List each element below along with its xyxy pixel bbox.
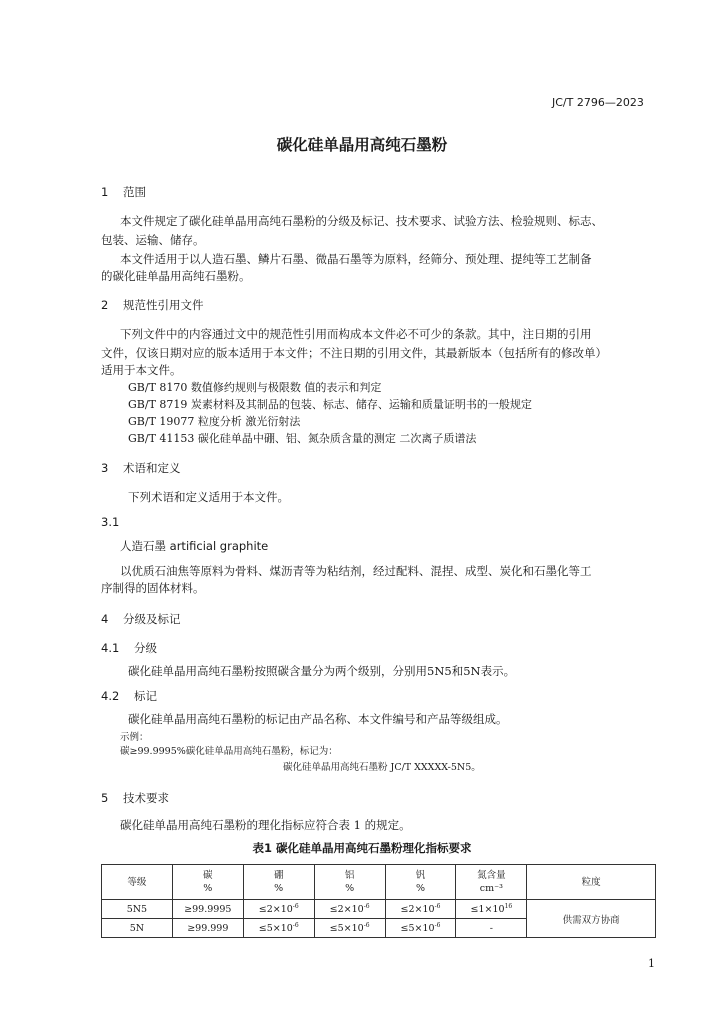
subsection-title: 标记 [134, 689, 157, 703]
section-1-heading [101, 184, 146, 200]
paragraph-line: 本文件适用于以人造石墨、鳞片石墨、微晶石墨等为原料，经筛分、预处理、提纯等工艺制备 [120, 252, 592, 266]
section-title: 规范性引用文件 [123, 298, 204, 312]
section-title: 分级及标记 [123, 612, 181, 626]
header-cell-carbon: 碳 % [172, 865, 243, 900]
section-number: 3 [101, 461, 109, 475]
header-cell-vanadium: 钒 % [385, 865, 456, 900]
paragraph-line: 碳化硅单晶用高纯石墨粉的理化指标应符合表 1 的规定。 [120, 818, 411, 832]
cell-grade: 5N [102, 919, 173, 938]
subsection-title: 分级 [134, 641, 157, 655]
cell-particle-size: 供需双方协商 [527, 900, 656, 938]
section-number: 5 [101, 791, 109, 805]
section-3-heading [101, 460, 181, 476]
section-4-heading [101, 611, 181, 627]
paragraph-line: 下列文件中的内容通过文中的规范性引用而构成本文件必不可少的条款。其中，注日期的引用 [120, 327, 592, 341]
header-cell-nitrogen: 氮含量 cm⁻³ [456, 865, 527, 900]
paragraph-line: 碳化硅单晶用高纯石墨粉按照碳含量分为两个级别，分别用5N5和5N表示。 [128, 664, 516, 678]
example-text: 碳化硅单晶用高纯石墨粉 JC/T XXXXX-5N5。 [283, 762, 481, 773]
paragraph-line: 包装、运输、储存。 [101, 233, 205, 247]
section-number: 2 [101, 298, 109, 312]
header-cell-boron: 硼 % [243, 865, 314, 900]
header-cell-grade: 等级 [102, 865, 173, 900]
paragraph-line: 序制得的固体材料。 [101, 581, 205, 595]
cell-boron: $\le 2\times 10^{-6}$ [243, 900, 314, 919]
table-caption: 表1 碳化硅单晶用高纯石墨粉理化指标要求 [252, 841, 472, 855]
example-text: 碳≥99.9995%碳化硅单晶用高纯石墨粉，标记为： [120, 746, 338, 757]
paragraph-line: 以优质石油焦等原料为骨料、煤沥青等为粘结剂，经过配料、混捏、成型、炭化和石墨化等工 [120, 564, 592, 578]
cell-boron: $\le 5\times 10^{-6}$ [243, 919, 314, 938]
subsection-4-1-heading [101, 640, 157, 656]
cell-nitrogen: $\le 1\times 10^{16}$ [456, 900, 527, 919]
subsection-4-2-heading [101, 688, 157, 704]
paragraph-line: 碳化硅单晶用高纯石墨粉的标记由产品名称、本文件编号和产品等级组成。 [128, 712, 508, 726]
header-cell-aluminum: 铝 % [314, 865, 385, 900]
paragraph-line: 适用于本文件。 [101, 363, 182, 377]
section-number: 1 [101, 185, 109, 199]
section-title: 技术要求 [123, 791, 169, 805]
table-header-row [102, 865, 656, 900]
cell-vanadium: $\le 5\times 10^{-6}$ [385, 919, 456, 938]
cell-carbon: ≥99.9995 [172, 900, 243, 919]
cell-vanadium: $\le 2\times 10^{-6}$ [385, 900, 456, 919]
paragraph-line: 的碳化硅单晶用高纯石墨粉。 [101, 269, 251, 283]
cell-aluminum: $\le 5\times 10^{-6}$ [314, 919, 385, 938]
reference-item: GB/T 8170 数值修约规则与极限数 值的表示和判定 [128, 381, 382, 394]
reference-item: GB/T 41153 碳化硅单晶中硼、铝、氮杂质含量的测定 二次离子质谱法 [128, 432, 477, 445]
reference-item: GB/T 19077 粒度分析 激光衍射法 [128, 415, 301, 428]
standard-number: JC/T 2796—2023 [552, 96, 644, 109]
spec-table [101, 864, 656, 938]
paragraph-line: 下列术语和定义适用于本文件。 [128, 490, 289, 504]
subsection-number: 4.1 [101, 641, 120, 655]
section-title: 范围 [123, 185, 146, 199]
paragraph-line: 文件，仅该日期对应的版本适用于本文件；不注日期的引用文件，其最新版本（包括所有的修改单） [101, 346, 607, 360]
subsection-number: 4.2 [101, 689, 120, 703]
cell-aluminum: $\le 2\times 10^{-6}$ [314, 900, 385, 919]
table-row [102, 900, 656, 919]
term-number: 3.1 [101, 515, 120, 529]
paragraph-line: 本文件规定了碳化硅单晶用高纯石墨粉的分级及标记、技术要求、试验方法、检验规则、标志、 [120, 214, 603, 228]
page-number: 1 [648, 957, 655, 970]
section-number: 4 [101, 612, 109, 626]
section-5-heading [101, 790, 169, 806]
header-cell-particle-size: 粒度 [527, 865, 656, 900]
term-title: 人造石墨 artificial graphite [120, 539, 269, 553]
cell-carbon: ≥99.999 [172, 919, 243, 938]
section-title: 术语和定义 [123, 461, 181, 475]
example-label: 示例： [120, 732, 149, 743]
cell-grade: 5N5 [102, 900, 173, 919]
cell-nitrogen: - [456, 919, 527, 938]
reference-item: GB/T 8719 炭素材料及其制品的包装、标志、储存、运输和质量证明书的一般规定 [128, 398, 532, 411]
section-2-heading [101, 297, 204, 313]
document-title: 碳化硅单晶用高纯石墨粉 [276, 136, 448, 154]
